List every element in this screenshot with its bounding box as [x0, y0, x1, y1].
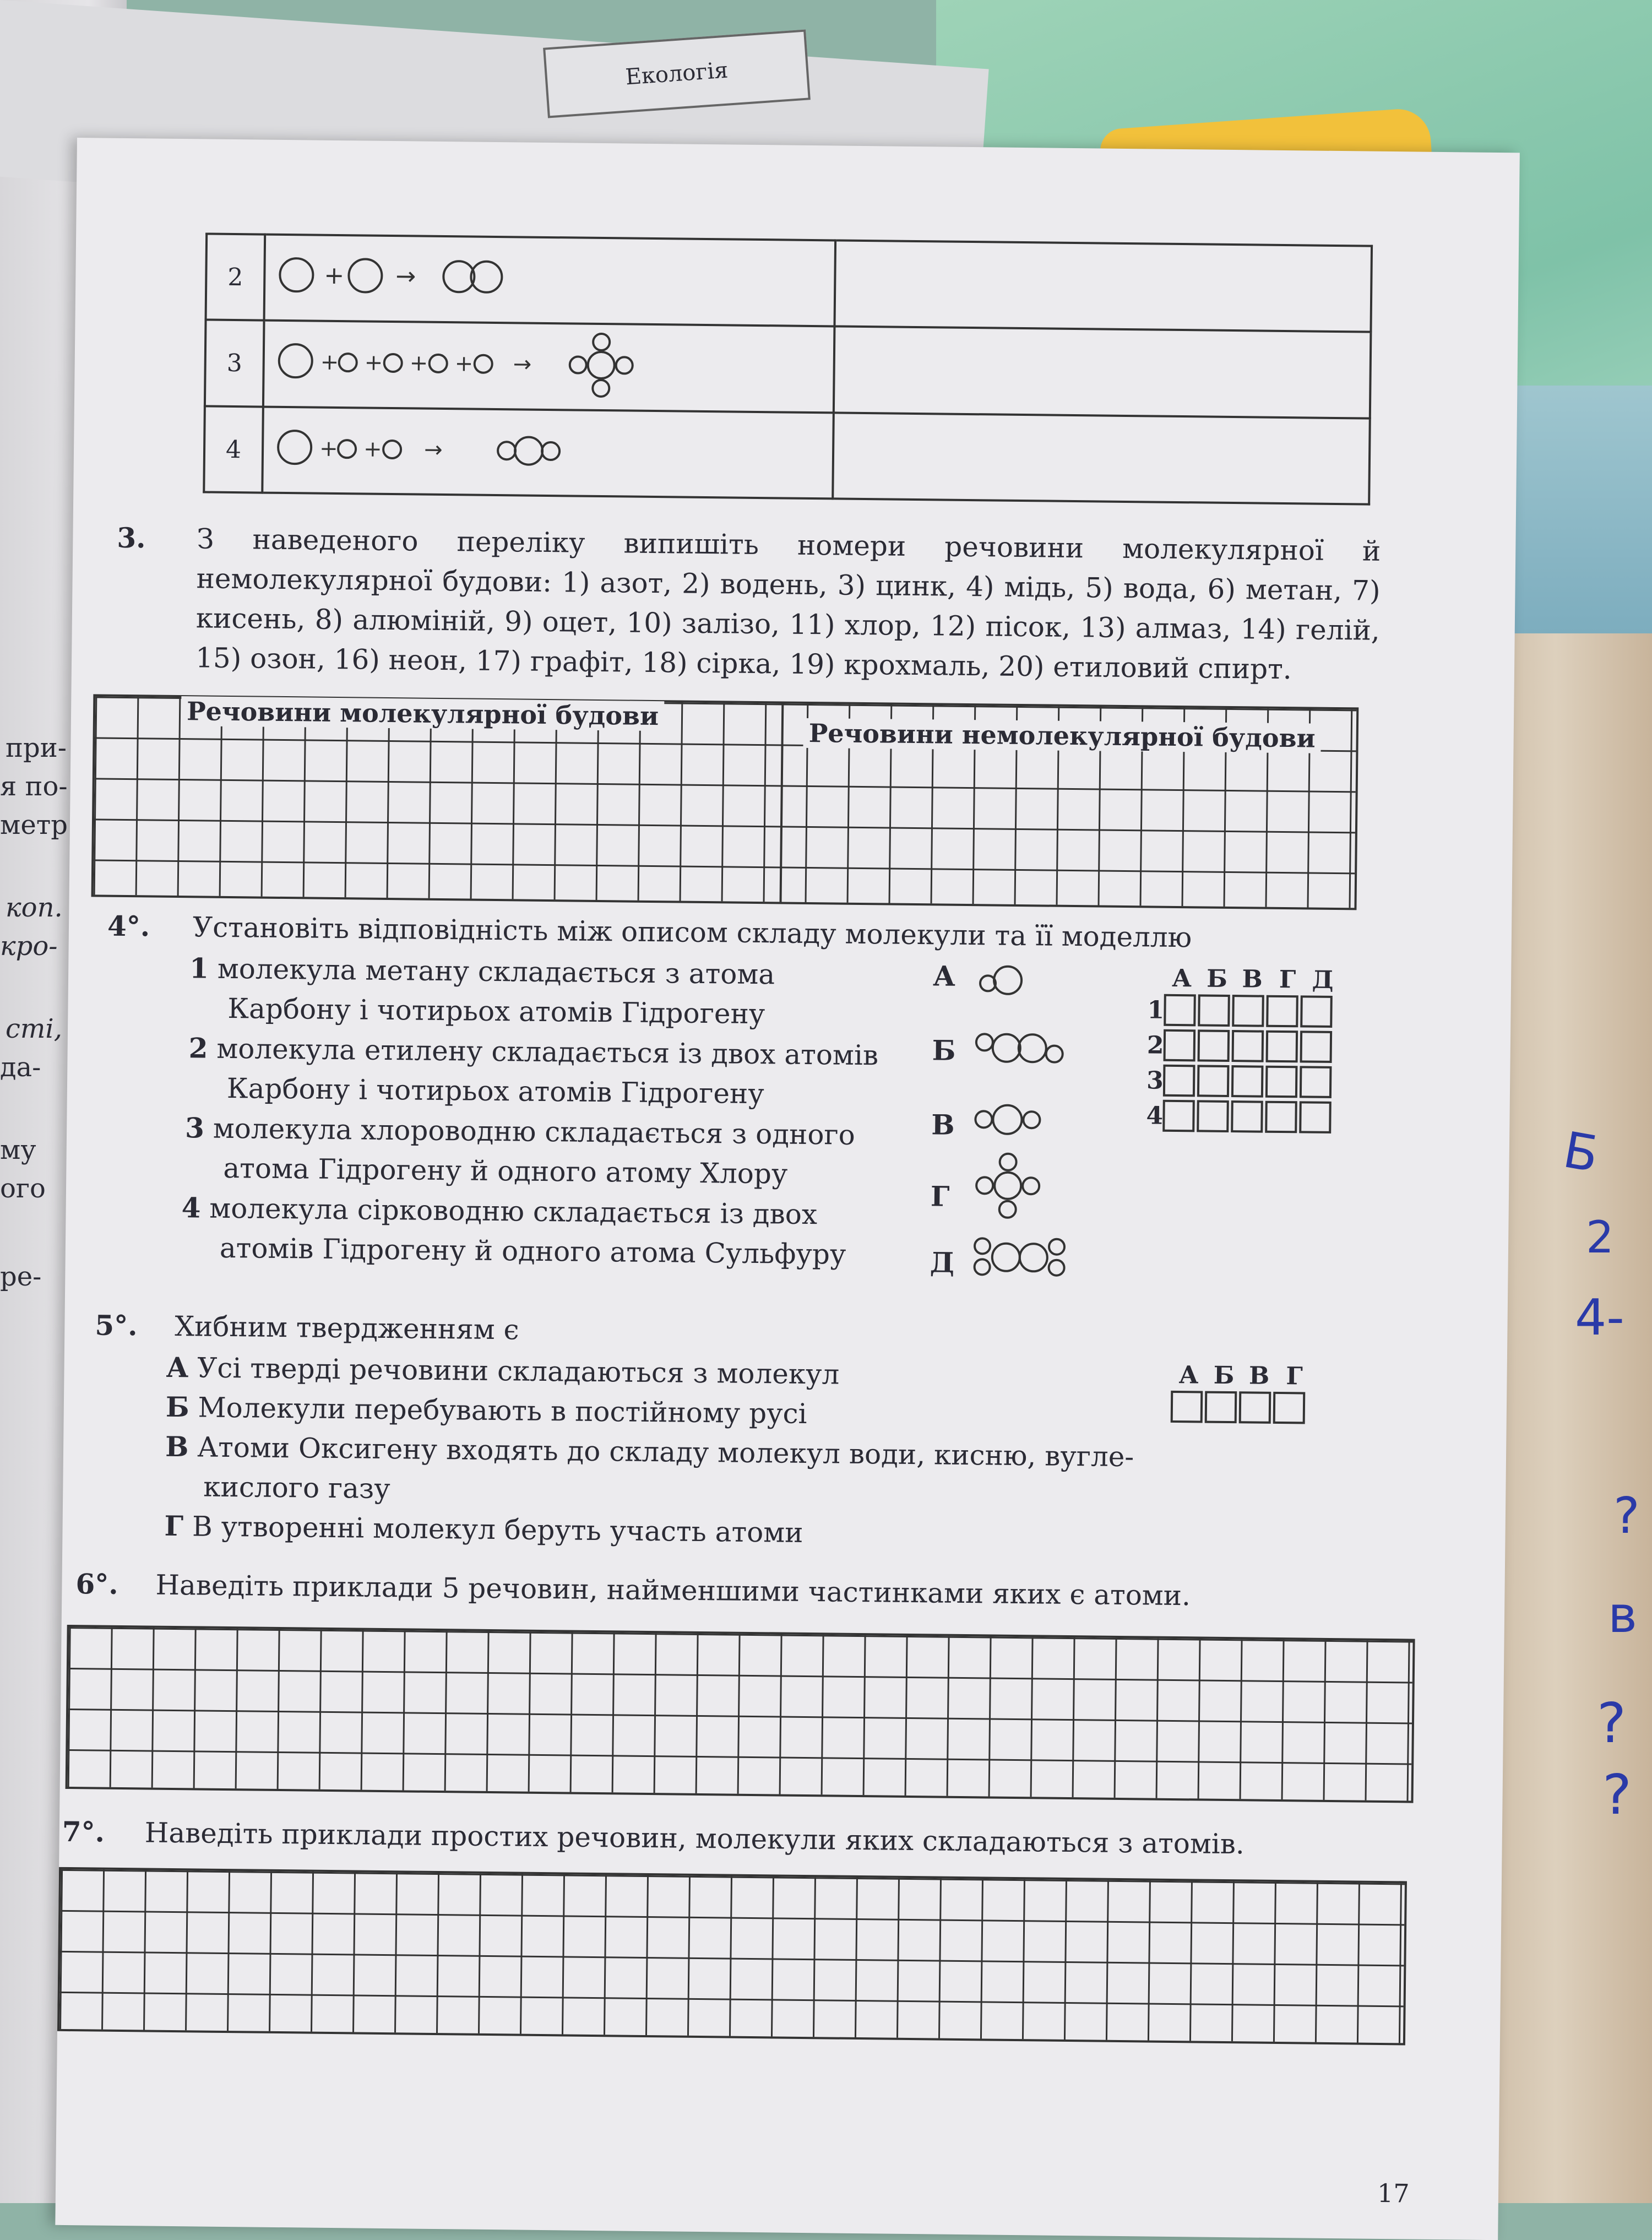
answer-checkbox[interactable]	[1198, 1029, 1230, 1062]
answer-cell[interactable]	[834, 326, 1371, 418]
column-header-molecular: Речовини молекулярної будови	[181, 696, 665, 731]
workbook-page	[55, 138, 1520, 2240]
reaction-diagram	[264, 416, 650, 481]
answer-column-header: Д	[1312, 966, 1334, 994]
margin-fragment: кро-	[0, 931, 58, 962]
answer-column-header: Г	[1286, 1362, 1303, 1391]
handwritten-mark: 4-	[1575, 1289, 1624, 1347]
handwritten-mark: 2	[1586, 1212, 1614, 1263]
answer-table-q4	[1146, 964, 1340, 1135]
question-number: 3.	[117, 521, 146, 555]
svg-text:+: +	[363, 436, 382, 462]
svg-text:+: +	[364, 350, 383, 376]
answer-checkbox[interactable]	[1299, 1101, 1332, 1133]
margin-fragment: да-	[0, 1052, 41, 1083]
model-label: А	[932, 959, 956, 992]
answer-checkbox[interactable]	[1162, 1100, 1195, 1132]
question-number: 5°.	[95, 1309, 138, 1342]
match-item: 2 молекула етилену складається із двох атомів Карбону і чотирьох атомів Гідрогену	[188, 1032, 879, 1110]
model-label: Д	[930, 1246, 955, 1279]
answer-checkbox[interactable]	[1198, 994, 1230, 1027]
model-label: Б	[932, 1034, 956, 1067]
answer-checkbox[interactable]	[1171, 1391, 1203, 1423]
answer-checkbox[interactable]	[1265, 1066, 1298, 1098]
answer-checkbox[interactable]	[1300, 1066, 1332, 1098]
answer-checkbox[interactable]	[1266, 995, 1298, 1028]
question-number: 4°.	[107, 909, 150, 943]
question-text: Наведіть приклади простих речовин, молекули яких складаються з атомів.	[144, 1816, 1245, 1861]
answer-grid-q6[interactable]	[66, 1625, 1415, 1803]
question-text: З наведеного переліку випишіть номери речовини молекулярної й немолекулярної будови: 1) азот, 2) водень, 3) цинк, 4) мідь, 5) вода, 6) метан, 7) кисень, 8) алюміній, 9) оцет, 10) залізо, 11) хлор, 12) пісок, 13) алмаз, 14) гелій, 15) озон, 16) неон, 17) графіт, 18) сірка, 19) крохмаль, 20) етиловий спирт.	[195, 523, 1381, 686]
svg-text:+: +	[409, 350, 428, 376]
answer-cell[interactable]	[834, 240, 1372, 332]
question-text: Наведіть приклади 5 речовин, найменшими частинками яких є атоми.	[155, 1569, 1191, 1612]
margin-fragment: метр	[0, 810, 68, 840]
reaction-diagram	[266, 244, 575, 308]
answer-cell[interactable]	[833, 413, 1370, 504]
svg-text:+: +	[319, 436, 338, 462]
molecule-models	[930, 956, 1110, 1279]
match-item: 3 молекула хлороводню складається з одного атома Гідрогену й одного атому Хлору	[184, 1111, 856, 1190]
answer-option[interactable]: Г В утворенні молекул беруть участь атоми	[164, 1509, 803, 1549]
answer-checkbox[interactable]	[1239, 1391, 1271, 1424]
answer-column-header: А	[1171, 964, 1192, 993]
answer-grid-q7[interactable]	[57, 1867, 1407, 2046]
row-number: 3	[205, 319, 264, 406]
answer-option[interactable]: Б Молекули перебувають в постійному русі	[165, 1390, 807, 1430]
answer-option-continued: кислого газу	[203, 1471, 390, 1505]
answer-options	[164, 1348, 1213, 1557]
answer-checkbox[interactable]	[1205, 1391, 1237, 1424]
margin-fragment: сті,	[6, 1013, 63, 1044]
svg-text:→: →	[513, 351, 532, 377]
answer-row: 4	[1146, 1098, 1339, 1135]
answer-row: 2	[1147, 1027, 1340, 1065]
table-row	[204, 406, 1370, 504]
answer-checkbox[interactable]	[1231, 1065, 1264, 1098]
model-d-diagram	[968, 1229, 1090, 1286]
margin-fragment: при-	[6, 733, 67, 763]
margin-fragment: ре-	[0, 1261, 42, 1292]
question-number: 7°.	[62, 1815, 105, 1848]
answer-row	[1171, 1389, 1312, 1426]
reaction-formula	[262, 407, 834, 499]
margin-fragment: я по-	[0, 771, 68, 802]
answer-column-header: А	[1178, 1361, 1199, 1390]
answer-column-header: Г	[1279, 965, 1296, 994]
match-item: 4 молекула сірководню складається із двох атомів Гідрогену й одного атома Сульфуру	[181, 1191, 846, 1271]
answer-checkbox[interactable]	[1163, 1065, 1195, 1097]
answer-column-header: В	[1242, 965, 1263, 994]
svg-text:+: +	[324, 261, 345, 290]
reaction-formula	[263, 321, 835, 413]
answer-table-q5	[1171, 1361, 1312, 1426]
answer-checkbox[interactable]	[1231, 1100, 1263, 1133]
margin-fragment: му	[0, 1135, 36, 1165]
answer-column-header: Б	[1207, 964, 1228, 993]
section-tab: Екологія	[543, 29, 811, 118]
answer-checkbox[interactable]	[1164, 1029, 1196, 1062]
handwritten-mark: Б	[1559, 1121, 1603, 1184]
answer-checkbox[interactable]	[1266, 1030, 1298, 1063]
model-a-diagram	[971, 962, 1038, 1001]
svg-text:→: →	[395, 262, 416, 290]
row-number: 2	[206, 234, 265, 320]
model-v-diagram	[970, 1097, 1064, 1142]
handwritten-mark: в	[1608, 1586, 1638, 1644]
answer-row: 1	[1147, 992, 1340, 1029]
handwritten-mark: ?	[1613, 1487, 1640, 1545]
answer-checkbox[interactable]	[1164, 994, 1196, 1027]
column-header-nonmolecular: Речовини немолекулярної будови	[803, 718, 1321, 753]
model-label: Г	[930, 1180, 950, 1213]
answer-checkbox[interactable]	[1197, 1065, 1230, 1097]
answer-option[interactable]: А Усі тверді речовини складаються з молекул	[166, 1350, 840, 1391]
table-row	[205, 319, 1371, 418]
answer-checkbox[interactable]	[1300, 1030, 1333, 1063]
model-label: В	[931, 1108, 955, 1141]
answer-checkbox[interactable]	[1197, 1100, 1229, 1132]
answer-column-header: В	[1248, 1362, 1270, 1390]
reaction-formula	[264, 235, 836, 327]
question-number: 6°.	[75, 1568, 119, 1601]
question-text: Хибним твердженням є	[175, 1310, 519, 1346]
row-number: 4	[204, 406, 263, 492]
svg-text:+: +	[454, 351, 474, 377]
svg-text:+: +	[320, 349, 339, 375]
svg-text:→: →	[423, 437, 443, 463]
model-g-diagram	[969, 1144, 1063, 1228]
answer-checkbox[interactable]	[1300, 995, 1333, 1028]
answer-checkbox[interactable]	[1265, 1101, 1297, 1133]
answer-option[interactable]: В Атоми Оксигену входять до складу молекул води, кисню, вугле-	[165, 1430, 1134, 1473]
table-row	[206, 234, 1372, 332]
handwritten-mark: ?	[1597, 1691, 1627, 1755]
answer-checkbox[interactable]	[1232, 995, 1264, 1027]
answer-checkbox[interactable]	[1232, 1030, 1264, 1062]
reaction-diagram	[265, 322, 717, 404]
reaction-table	[203, 232, 1373, 505]
answer-row: 3	[1146, 1062, 1340, 1100]
page-number: 17	[1377, 2178, 1410, 2209]
model-b-diagram	[970, 1023, 1081, 1073]
margin-fragment: ого	[0, 1173, 46, 1204]
question-text: Установіть відповідність між описом складу молекули та її моделлю	[192, 911, 1192, 954]
margin-fragment: коп.	[6, 892, 63, 923]
answer-checkbox[interactable]	[1273, 1392, 1306, 1424]
handwritten-mark: ?	[1602, 1762, 1632, 1827]
match-item: 1 молекула метану складається з атома Карбону і чотирьох атомів Гідрогену	[189, 952, 775, 1030]
answer-column-header: Б	[1213, 1361, 1235, 1390]
